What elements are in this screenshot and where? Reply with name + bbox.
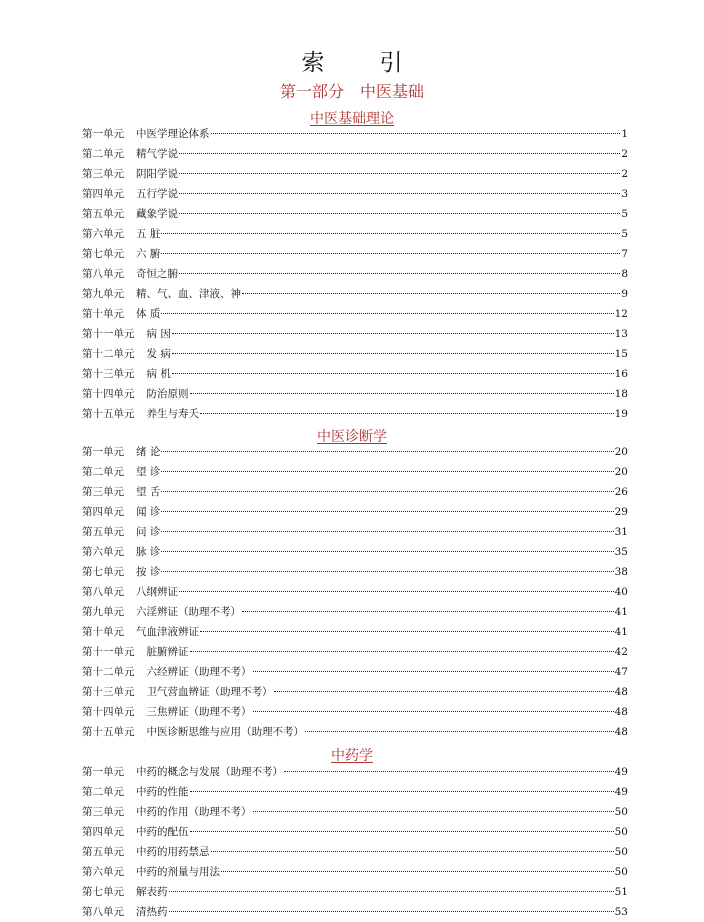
toc-dot-leader: [190, 791, 614, 792]
toc-unit-label: 第八单元: [82, 268, 124, 280]
toc-topic-title: 问 诊: [136, 526, 161, 538]
toc-page-number: 48: [614, 686, 628, 698]
toc-dot-leader: [242, 611, 614, 612]
toc-page-number: 3: [621, 188, 628, 200]
toc-entry: [82, 204, 628, 224]
toc-entry: [82, 442, 628, 462]
toc-entry: [82, 164, 628, 184]
toc-entry: [82, 882, 628, 902]
toc-entry: [82, 762, 628, 782]
toc-unit-label: 第九单元: [82, 288, 124, 300]
toc-topic-title: 脏腑辨证: [146, 646, 189, 658]
toc-entry: [82, 542, 628, 562]
toc-entry: [82, 462, 628, 482]
toc-topic-title: 藏象学说: [136, 208, 178, 220]
toc-unit-label: 第六单元: [82, 228, 124, 240]
toc-unit-label: 第五单元: [82, 208, 124, 220]
toc-unit-label: 第十五单元: [82, 408, 135, 420]
toc-unit-label: 第十三单元: [82, 368, 135, 380]
toc-dot-leader: [179, 213, 620, 214]
toc-unit-label: 第五单元: [82, 526, 124, 538]
section-heading-pharmacology: 中药学: [331, 748, 373, 764]
toc-dot-leader: [200, 631, 614, 632]
toc-unit-label: 第十二单元: [82, 666, 135, 678]
toc-dot-leader: [253, 811, 614, 812]
toc-dot-leader: [242, 293, 620, 294]
toc-topic-title: 养生与寿夭: [146, 408, 199, 420]
toc-unit-label: 第六单元: [82, 866, 124, 878]
toc-page-number: 5: [621, 208, 628, 220]
toc-topic-title: 病 因: [146, 328, 171, 340]
toc-topic-title: 六 腑: [136, 248, 161, 260]
toc-dot-leader: [161, 451, 613, 452]
toc-topic-title: 卫气营血辨证（助理不考）: [146, 686, 273, 698]
toc-entry: [82, 144, 628, 164]
toc-entry: [82, 782, 628, 802]
toc-dot-leader: [305, 731, 614, 732]
toc-topic-title: 防治原则: [146, 388, 189, 400]
toc-unit-label: 第十四单元: [82, 706, 135, 718]
toc-entry: [82, 502, 628, 522]
toc-topic-title: 中药的用药禁忌: [136, 846, 210, 858]
toc-dot-leader: [161, 233, 620, 234]
toc-entry: [82, 562, 628, 582]
toc-unit-label: 第四单元: [82, 826, 124, 838]
toc-topic-title: 发 病: [146, 348, 171, 360]
toc-page-number: 7: [621, 248, 628, 260]
toc-dot-leader: [190, 831, 614, 832]
toc-dot-leader: [221, 871, 614, 872]
toc-entry: [82, 622, 628, 642]
toc-topic-title: 五 脏: [136, 228, 161, 240]
toc-unit-label: 第五单元: [82, 846, 124, 858]
toc-dot-leader: [253, 711, 614, 712]
toc-topic-title: 中药的性能: [136, 786, 189, 798]
toc-dot-leader: [179, 153, 620, 154]
toc-entry: [82, 862, 628, 882]
toc-topic-title: 体 质: [136, 308, 161, 320]
toc-dot-leader: [211, 851, 614, 852]
toc-unit-label: 第八单元: [82, 586, 124, 598]
toc-page-number: 2: [621, 148, 628, 160]
toc-entry: [82, 124, 628, 144]
toc-topic-title: 奇恒之腑: [136, 268, 178, 280]
toc-unit-label: 第十三单元: [82, 686, 135, 698]
toc-page-number: 50: [614, 806, 628, 818]
toc-dot-leader: [161, 551, 613, 552]
toc-unit-label: 第十一单元: [82, 328, 135, 340]
toc-unit-label: 第一单元: [82, 766, 124, 778]
toc-entry: [82, 344, 628, 364]
toc-page-number: 8: [621, 268, 628, 280]
toc-entry: [82, 404, 628, 424]
toc-unit-label: 第三单元: [82, 806, 124, 818]
toc-page-number: 38: [614, 566, 628, 578]
toc-dot-leader: [161, 253, 620, 254]
toc-dot-leader: [200, 413, 614, 414]
toc-page-number: 26: [614, 486, 628, 498]
toc-page-number: 35: [614, 546, 628, 558]
toc-entry: [82, 284, 628, 304]
section-heading-basic-theory: 中医基础理论: [310, 111, 394, 127]
toc-page-number: 49: [614, 766, 628, 778]
toc-unit-label: 第七单元: [82, 566, 124, 578]
section-heading-diagnostics: 中医诊断学: [317, 429, 387, 445]
toc-page-number: 51: [614, 886, 628, 898]
toc-entry: [82, 642, 628, 662]
toc-page-number: 19: [614, 408, 628, 420]
toc-unit-label: 第七单元: [82, 886, 124, 898]
toc-topic-title: 中药的作用（助理不考）: [136, 806, 252, 818]
toc-dot-leader: [179, 591, 614, 592]
toc-topic-title: 阴阳学说: [136, 168, 178, 180]
toc-topic-title: 中药的剂量与用法: [136, 866, 220, 878]
toc-page-number: 20: [614, 446, 628, 458]
toc-entry: [82, 224, 628, 244]
toc-unit-label: 第三单元: [82, 168, 124, 180]
toc-page-number: 5: [621, 228, 628, 240]
toc-unit-label: 第十四单元: [82, 388, 135, 400]
toc-topic-title: 中医诊断思维与应用（助理不考）: [146, 726, 304, 738]
toc-page-number: 20: [614, 466, 628, 478]
toc-entry: [82, 682, 628, 702]
toc-page-number: 15: [614, 348, 628, 360]
toc-dot-leader: [274, 691, 614, 692]
toc-topic-title: 按 诊: [136, 566, 161, 578]
toc-unit-label: 第六单元: [82, 546, 124, 558]
toc-unit-label: 第四单元: [82, 506, 124, 518]
toc-unit-label: 第十单元: [82, 626, 124, 638]
toc-unit-label: 第二单元: [82, 786, 124, 798]
toc-dot-leader: [179, 273, 620, 274]
toc-dot-leader: [179, 193, 620, 194]
toc-entry: [82, 364, 628, 384]
toc-dot-leader: [172, 333, 614, 334]
toc-page-number: 9: [621, 288, 628, 300]
toc-unit-label: 第十二单元: [82, 348, 135, 360]
toc-topic-title: 五行学说: [136, 188, 178, 200]
toc-entry: [82, 184, 628, 204]
toc-entry: [82, 482, 628, 502]
toc-page-number: 31: [614, 526, 628, 538]
toc-entry: [82, 802, 628, 822]
toc-dot-leader: [161, 471, 613, 472]
toc-topic-title: 闻 诊: [136, 506, 161, 518]
toc-list-diagnostics: [82, 442, 628, 742]
toc-dot-leader: [253, 671, 614, 672]
toc-entry: [82, 522, 628, 542]
toc-dot-leader: [161, 571, 613, 572]
part-title: 第一部分 中医基础: [279, 82, 424, 101]
toc-entry: [82, 304, 628, 324]
toc-page-number: 41: [614, 606, 628, 618]
toc-entry: [82, 324, 628, 344]
toc-entry: [82, 902, 628, 922]
toc-topic-title: 中医学理论体系: [136, 128, 210, 140]
toc-entry: [82, 822, 628, 842]
toc-page-number: 48: [614, 726, 628, 738]
toc-topic-title: 中药的配伍: [136, 826, 189, 838]
toc-page-number: 16: [614, 368, 628, 380]
toc-entry: [82, 602, 628, 622]
toc-unit-label: 第二单元: [82, 148, 124, 160]
toc-topic-title: 清热药: [136, 906, 168, 918]
toc-topic-title: 精、气、血、津液、神: [136, 288, 241, 300]
toc-topic-title: 脉 诊: [136, 546, 161, 558]
toc-page-number: 47: [614, 666, 628, 678]
toc-page-number: 29: [614, 506, 628, 518]
toc-topic-title: 望 诊: [136, 466, 161, 478]
toc-unit-label: 第七单元: [82, 248, 124, 260]
toc-unit-label: 第八单元: [82, 906, 124, 918]
toc-page-number: 41: [614, 626, 628, 638]
toc-topic-title: 解表药: [136, 886, 168, 898]
toc-page-number: 40: [614, 586, 628, 598]
toc-topic-title: 绪 论: [136, 446, 161, 458]
toc-page-number: 49: [614, 786, 628, 798]
toc-topic-title: 气血津液辨证: [136, 626, 199, 638]
toc-page-number: 42: [614, 646, 628, 658]
toc-entry: [82, 582, 628, 602]
toc-topic-title: 六淫辨证（助理不考）: [136, 606, 241, 618]
toc-dot-leader: [172, 373, 614, 374]
toc-topic-title: 精气学说: [136, 148, 178, 160]
toc-unit-label: 第四单元: [82, 188, 124, 200]
toc-unit-label: 第一单元: [82, 446, 124, 458]
toc-page-number: 53: [614, 906, 628, 918]
toc-dot-leader: [190, 651, 614, 652]
toc-topic-title: 六经辨证（助理不考）: [146, 666, 252, 678]
toc-page-number: 50: [614, 826, 628, 838]
toc-unit-label: 第九单元: [82, 606, 124, 618]
toc-page-number: 2: [621, 168, 628, 180]
toc-page-number: 50: [614, 846, 628, 858]
toc-unit-label: 第十单元: [82, 308, 124, 320]
toc-topic-title: 三焦辨证（助理不考）: [146, 706, 252, 718]
toc-dot-leader: [284, 771, 614, 772]
toc-topic-title: 望 舌: [136, 486, 161, 498]
toc-unit-label: 第二单元: [82, 466, 124, 478]
toc-page-number: 1: [621, 128, 628, 140]
toc-entry: [82, 384, 628, 404]
toc-dot-leader: [179, 173, 620, 174]
toc-topic-title: 中药的概念与发展（助理不考）: [136, 766, 283, 778]
toc-dot-leader: [211, 133, 621, 134]
toc-entry: [82, 244, 628, 264]
toc-topic-title: 病 机: [146, 368, 171, 380]
toc-entry: [82, 722, 628, 742]
toc-list-pharmacology: [82, 762, 628, 922]
toc-entry: [82, 662, 628, 682]
toc-dot-leader: [161, 511, 613, 512]
toc-page-number: 50: [614, 866, 628, 878]
toc-unit-label: 第十一单元: [82, 646, 135, 658]
toc-dot-leader: [172, 353, 614, 354]
toc-dot-leader: [190, 393, 614, 394]
index-title: 索 引: [301, 50, 419, 76]
toc-page-number: 13: [614, 328, 628, 340]
toc-unit-label: 第一单元: [82, 128, 124, 140]
toc-dot-leader: [161, 313, 613, 314]
toc-list-basic-theory: [82, 124, 628, 424]
toc-unit-label: 第十五单元: [82, 726, 135, 738]
toc-dot-leader: [161, 491, 613, 492]
toc-entry: [82, 264, 628, 284]
toc-entry: [82, 842, 628, 862]
toc-page-number: 18: [614, 388, 628, 400]
toc-dot-leader: [169, 891, 614, 892]
toc-entry: [82, 702, 628, 722]
toc-dot-leader: [169, 911, 614, 912]
toc-page-number: 12: [614, 308, 628, 320]
toc-page-number: 48: [614, 706, 628, 718]
toc-topic-title: 八纲辨证: [136, 586, 178, 598]
toc-unit-label: 第三单元: [82, 486, 124, 498]
toc-dot-leader: [161, 531, 613, 532]
